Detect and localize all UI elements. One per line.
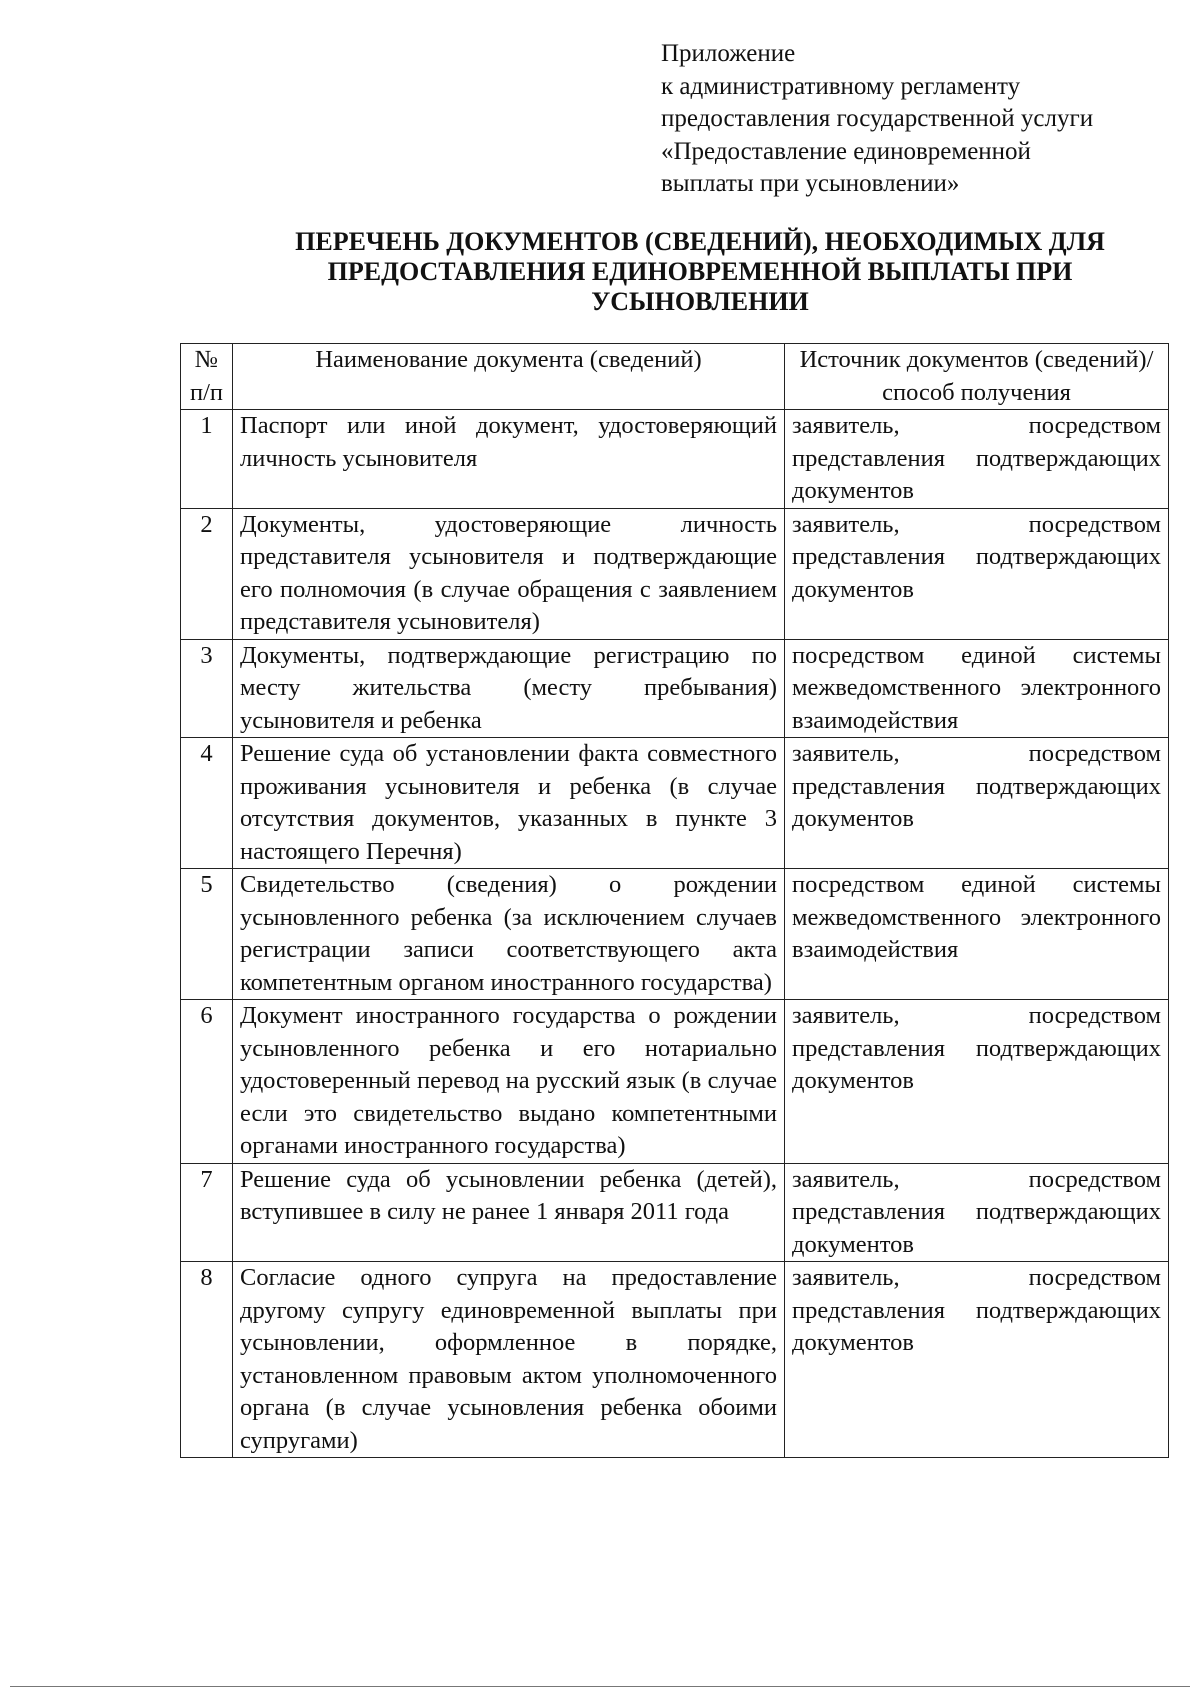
table-row — [181, 508, 1169, 639]
appendix-line: к административному регламенту — [661, 72, 1021, 100]
table-row — [181, 1262, 1169, 1458]
documents-table — [180, 343, 1169, 1458]
document-source: заявитель, посредством представления подтверждающих документов — [785, 1000, 1169, 1164]
document-name: Решение суда об установлении факта совместного проживания усыновителя и ребенка (в случае отсутствия документов, указанных в пункте 3 настоящего Перечня) — [233, 738, 785, 869]
title-line: ПРЕДОСТАВЛЕНИЯ ЕДИНОВРЕМЕННОЙ ВЫПЛАТЫ ПРИ — [327, 257, 1073, 286]
document-source: заявитель, посредством представления подтверждающих документов — [785, 1163, 1169, 1262]
appendix-line: Приложение — [661, 40, 796, 67]
document-source: заявитель, посредством представления подтверждающих документов — [785, 410, 1169, 509]
table-header-row — [181, 344, 1169, 410]
document-name: Решение суда об усыновлении ребенка (детей), вступившее в силу не ранее 1 января 2011 года — [233, 1163, 785, 1262]
document-source: заявитель, посредством представления подтверждающих документов — [785, 1262, 1169, 1458]
title-line: ПЕРЕЧЕНЬ ДОКУМЕНТОВ (СВЕДЕНИЙ), НЕОБХОДИМЫХ ДЛЯ — [295, 227, 1105, 256]
appendix-line: выплаты при усыновлении» — [661, 170, 960, 197]
document-source: посредством единой системы межведомственного электронного взаимодействия — [785, 639, 1169, 738]
row-number: 1 — [181, 410, 233, 509]
appendix-header — [661, 38, 1093, 201]
row-number: 8 — [181, 1262, 233, 1458]
table-row — [181, 738, 1169, 869]
row-number: 5 — [181, 869, 233, 1000]
row-number: 3 — [181, 639, 233, 738]
header-num: № п/п — [181, 344, 233, 410]
row-number: 4 — [181, 738, 233, 869]
document-name: Свидетельство (сведения) о рождении усыновленного ребенка (за исключением случаев регистрации записи соответствующего акта компетентным органом иностранного государства) — [233, 869, 785, 1000]
appendix-line: «Предоставление единовременной — [661, 137, 1031, 165]
header-name: Наименование документа (сведений) — [233, 344, 785, 410]
row-number: 7 — [181, 1163, 233, 1262]
document-title — [150, 227, 1200, 317]
row-number: 6 — [181, 1000, 233, 1164]
table-row — [181, 639, 1169, 738]
table-row — [181, 869, 1169, 1000]
document-source: заявитель, посредством представления подтверждающих документов — [785, 508, 1169, 639]
page-bottom-rule — [10, 1686, 1190, 1687]
document-name: Документы, удостоверяющие личность представителя усыновителя и подтверждающие его полномочия (в случае обращения с заявлением представителя усыновителя) — [233, 508, 785, 639]
appendix-line: предоставления государственной услуги — [661, 105, 1094, 132]
document-name: Документ иностранного государства о рождении усыновленного ребенка и его нотариально удостоверенный перевод на русский язык (в случае если это свидетельство выдано компетентными органами иностранного государства) — [233, 1000, 785, 1164]
document-source: заявитель, посредством представления подтверждающих документов — [785, 738, 1169, 869]
document-source: посредством единой системы межведомственного электронного взаимодействия — [785, 869, 1169, 1000]
document-name: Согласие одного супруга на предоставление другому супругу единовременной выплаты при усыновлении, оформленное в порядке, установленном правовым актом уполномоченного органа (в случае усыновления ребенка обоими супругами) — [233, 1262, 785, 1458]
row-number: 2 — [181, 508, 233, 639]
table-row — [181, 1000, 1169, 1164]
table-row — [181, 1163, 1169, 1262]
document-name: Документы, подтверждающие регистрацию по месту жительства (месту пребывания) усыновителя и ребенка — [233, 639, 785, 738]
table-row — [181, 410, 1169, 509]
header-source: Источник документов (сведений)/способ получения — [785, 344, 1169, 410]
title-line: УСЫНОВЛЕНИИ — [591, 287, 809, 316]
document-name: Паспорт или иной документ, удостоверяющий личность усыновителя — [233, 410, 785, 509]
